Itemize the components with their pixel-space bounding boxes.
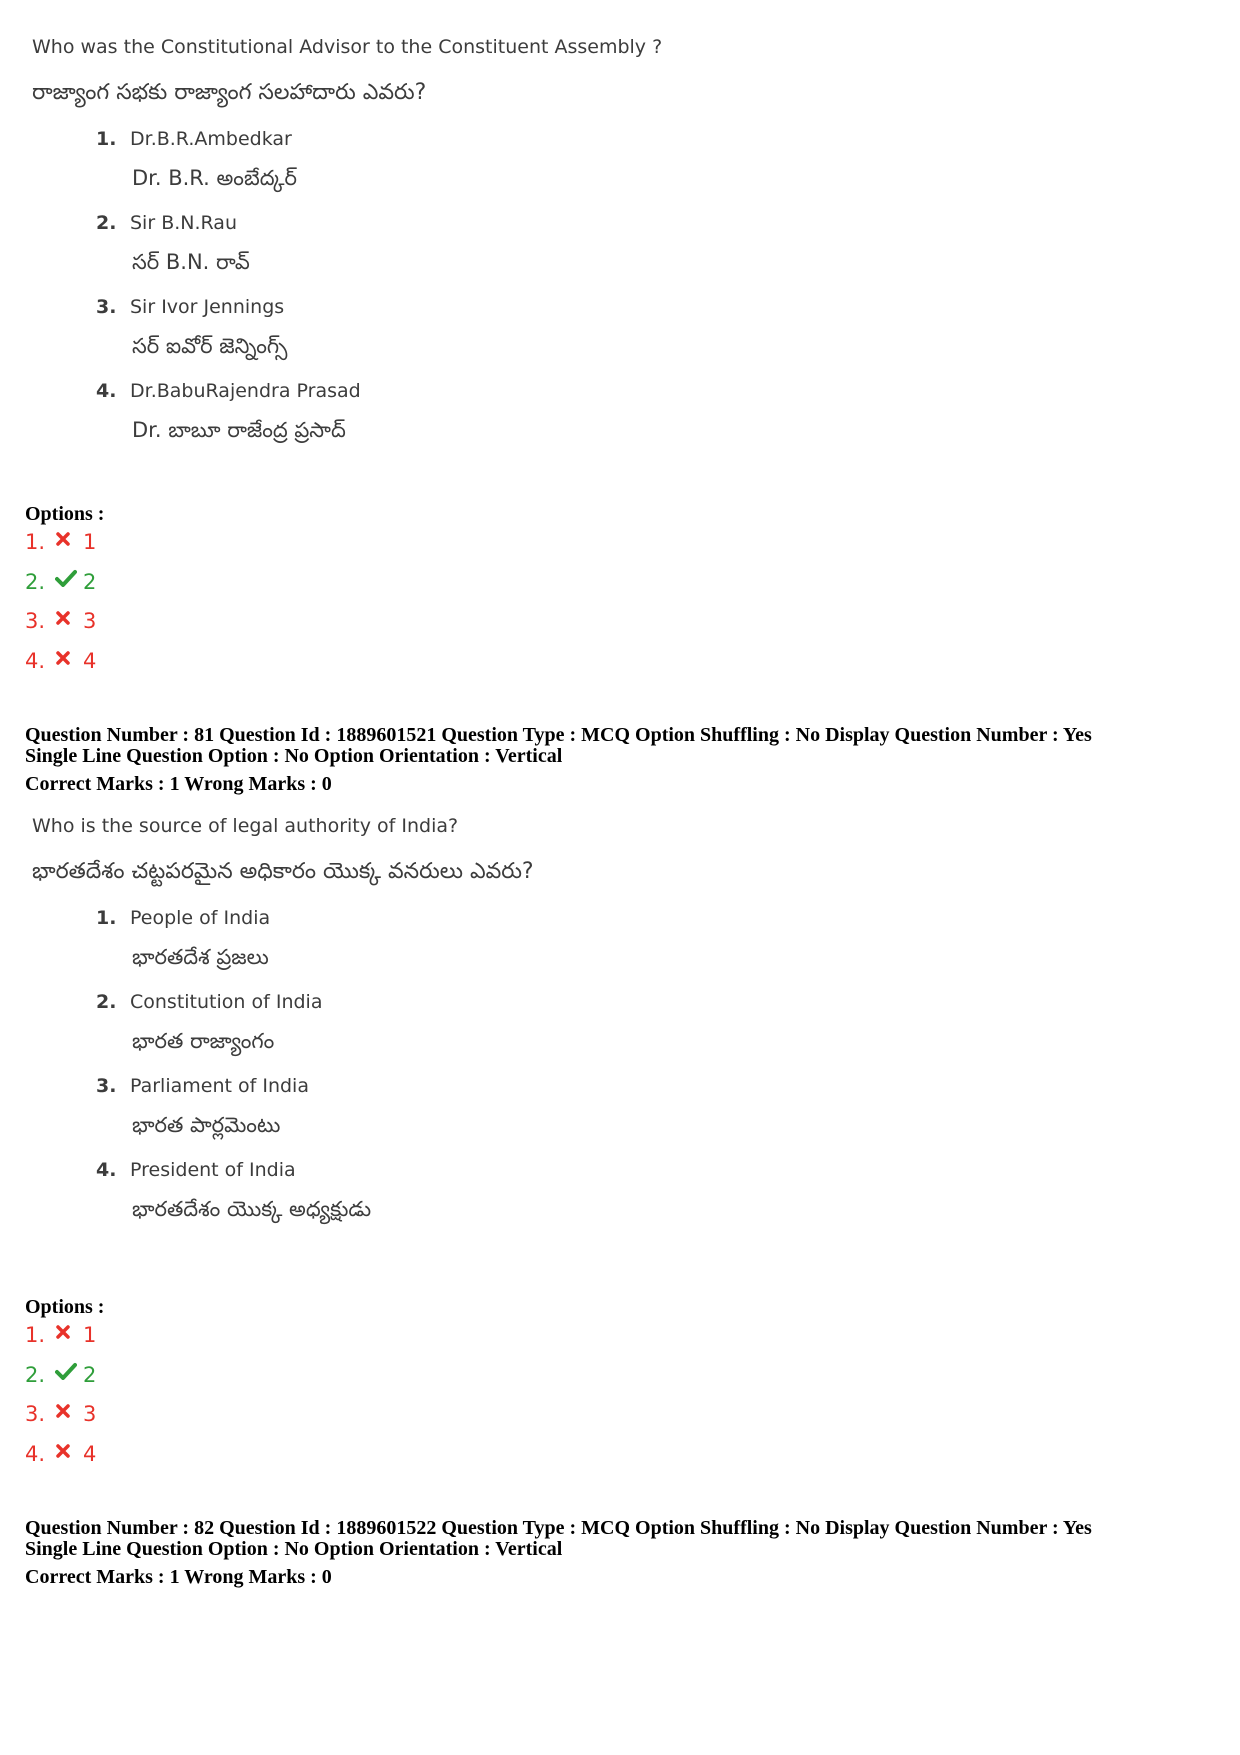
choice-number: 3. — [96, 296, 117, 318]
choice-text-english: Parliament of India — [130, 1075, 309, 1097]
option-value: 2 — [83, 1362, 97, 1387]
option-number: 2. — [25, 569, 46, 594]
choice-text-telugu: భారత పార్లమెంటు — [132, 1113, 281, 1137]
choice-number: 3. — [96, 1075, 117, 1097]
options-heading: Options : — [25, 503, 105, 525]
choice-text-english: Constitution of India — [130, 991, 323, 1013]
options-heading: Options : — [25, 1296, 105, 1318]
choice-text-telugu: సర్ ఐవోర్ జెన్నింగ్స్ — [132, 334, 288, 358]
choice-item — [96, 1075, 534, 1143]
choice-text-english: Sir Ivor Jennings — [130, 296, 285, 318]
question-82-meta — [25, 1518, 1092, 1560]
cross-icon — [55, 1400, 79, 1420]
answer-option — [25, 530, 96, 570]
option-value: 3 — [83, 609, 97, 633]
option-value: 3 — [83, 1402, 97, 1426]
answer-option — [25, 609, 96, 649]
choice-number: 1. — [96, 128, 117, 150]
choice-item — [96, 907, 534, 975]
cross-icon — [55, 528, 79, 548]
question-meta-line: Single Line Question Option : No Option Orientation : Vertical — [25, 1538, 563, 1560]
choice-text-english: Sir B.N.Rau — [130, 212, 237, 234]
answer-options — [25, 1323, 96, 1481]
choice-item — [96, 380, 662, 448]
choice-item — [96, 128, 662, 196]
answer-option — [25, 649, 96, 689]
choice-text-telugu: సర్ B.N. రావ్ — [132, 250, 250, 274]
question-text-telugu: భారతదేశం చట్టపరమైన అధికారం యొక్క వనరులు ఎవరు? — [32, 859, 534, 884]
cross-icon — [55, 647, 79, 667]
check-icon — [55, 568, 79, 588]
question-meta-line: Question Number : 82 Question Id : 1889601522 Question Type : MCQ Option Shuffling : No Display Question Number : Yes — [25, 1517, 1092, 1539]
question-81-meta — [25, 725, 1092, 767]
choice-text-telugu: భారతదేశం యొక్క అధ్యక్షుడు — [132, 1197, 372, 1221]
choice-item — [96, 212, 662, 280]
question-80-body — [26, 36, 662, 464]
option-value: 4 — [83, 648, 97, 673]
choice-item — [96, 991, 534, 1059]
option-value: 4 — [83, 1441, 97, 1466]
question-meta-line: Single Line Question Option : No Option Orientation : Vertical — [25, 745, 563, 767]
option-number: 3. — [25, 1402, 46, 1426]
question-meta-line: Question Number : 81 Question Id : 1889601521 Question Type : MCQ Option Shuffling : No Display Question Number : Yes — [25, 724, 1092, 746]
answer-option — [25, 570, 96, 610]
answer-options — [25, 530, 96, 688]
answer-option — [25, 1363, 96, 1403]
choice-text-telugu: Dr. B.R. అంబేద్కర్ — [132, 166, 297, 190]
cross-icon — [55, 1321, 79, 1341]
choice-number: 1. — [96, 907, 117, 929]
choice-text-telugu: భారతదేశ ప్రజలు — [132, 945, 269, 969]
option-value: 1 — [83, 530, 97, 554]
option-number: 1. — [25, 1323, 46, 1347]
option-number: 4. — [25, 648, 46, 673]
answer-option — [25, 1402, 96, 1442]
question-81-body — [26, 815, 534, 1243]
answer-option — [25, 1442, 96, 1482]
option-number: 3. — [25, 609, 46, 633]
option-number: 2. — [25, 1362, 46, 1387]
choice-number: 2. — [96, 991, 117, 1013]
option-number: 4. — [25, 1441, 46, 1466]
question-marks: Correct Marks : 1 Wrong Marks : 0 — [25, 773, 332, 795]
cross-icon — [55, 1440, 79, 1460]
choice-item — [96, 1159, 534, 1227]
question-text-telugu: రాజ్యాంగ సభకు రాజ్యాంగ సలహాదారు ఎవరు? — [32, 80, 427, 105]
question-text-english: Who was the Constitutional Advisor to the Constituent Assembly ? — [32, 36, 663, 58]
question-marks: Correct Marks : 1 Wrong Marks : 0 — [25, 1566, 332, 1588]
choice-number: 2. — [96, 212, 117, 234]
check-icon — [55, 1361, 79, 1381]
choice-item — [96, 296, 662, 364]
cross-icon — [55, 607, 79, 627]
choice-text-telugu: Dr. బాబూ రాజేంద్ర ప్రసాద్ — [132, 418, 346, 442]
choice-text-english: President of India — [130, 1159, 296, 1181]
option-value: 2 — [83, 569, 97, 594]
choice-number: 4. — [96, 1159, 117, 1181]
choice-text-english: People of India — [130, 907, 271, 929]
choice-text-telugu: భారత రాజ్యాంగం — [132, 1029, 275, 1053]
choice-text-english: Dr.BabuRajendra Prasad — [130, 380, 361, 402]
choice-number: 4. — [96, 380, 117, 402]
answer-option — [25, 1323, 96, 1363]
option-number: 1. — [25, 530, 46, 554]
choice-text-english: Dr.B.R.Ambedkar — [130, 128, 292, 150]
option-value: 1 — [83, 1323, 97, 1347]
question-text-english: Who is the source of legal authority of India? — [32, 815, 459, 837]
